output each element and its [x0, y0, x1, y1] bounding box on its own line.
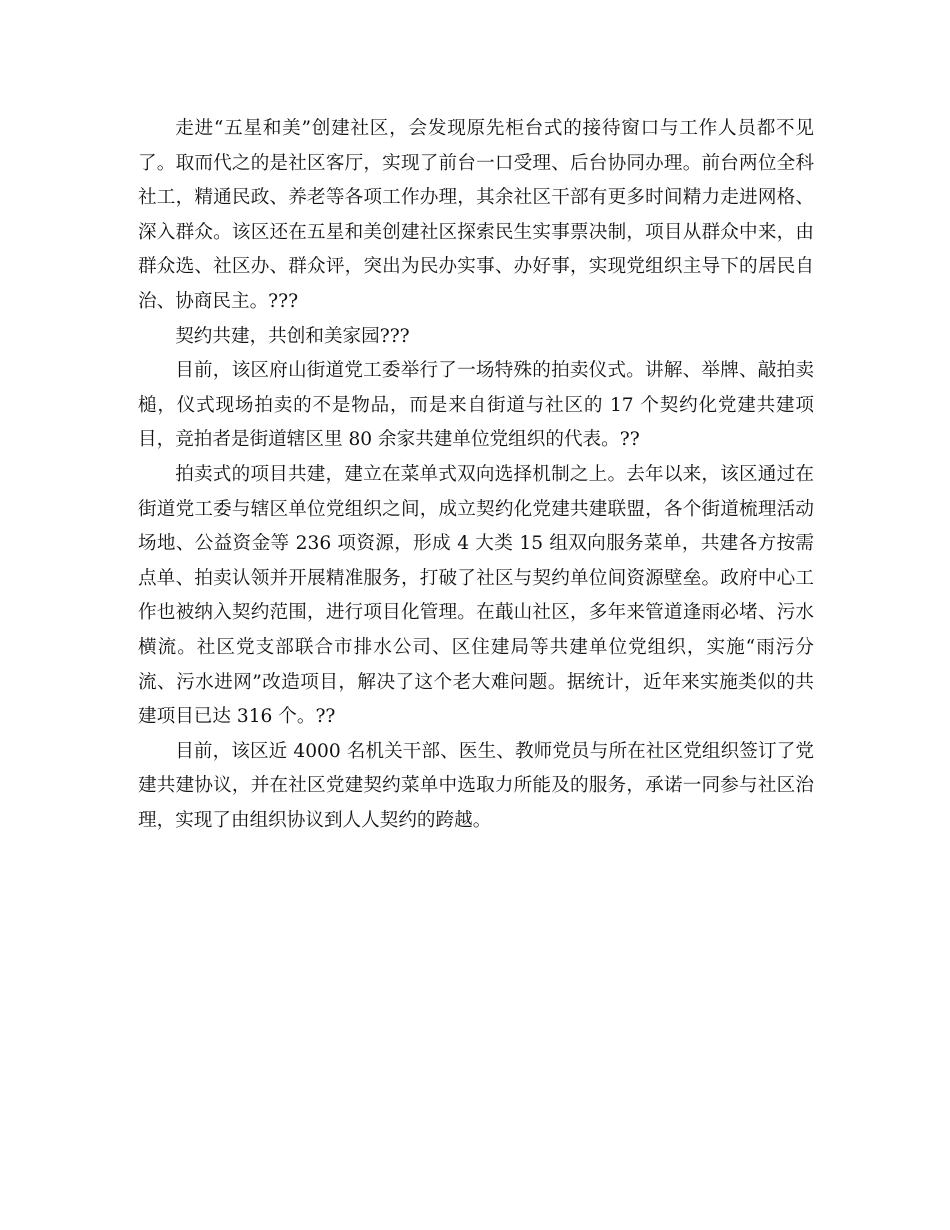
paragraph-community-reception: 走进“五星和美”创建社区，会发现原先柜台式的接待窗口与工作人员都不见了。取而代之的是社区客厅，实现了前台一口受理、后台协同办理。前台两位全科社工，精通民政、养老等各项工作办理，其余社区干部有更多时间精力走进网格、深入群众。该区还在五星和美创建社区探索民生实事票决制，项目从群众中来，由群众选、社区办、群众评，突出为民办实事、办好事，实现党组织主导下的居民自治、协商民主。???: [138, 118, 814, 312]
paragraph-auction-ceremony: 目前，该区府山街道党工委举行了一场特殊的拍卖仪式。讲解、举牌、敲拍卖槌，仪式现场拍卖的不是物品，而是来自街道与社区的 17 个契约化党建共建项目，竞拍者是街道辖区里 80 余家共建单位党组织的代表。??: [138, 360, 814, 451]
section-heading-contract-cobuild: 契约共建，共创和美家园???: [175, 325, 410, 347]
paragraph-party-member-agreements: 目前，该区近 4000 名机关干部、医生、教师党员与所在社区党组织签订了党建共建协议，并在社区党建契约菜单中选取力所能及的服务，承诺一同参与社区治理，实现了由组织协议到人人契约的跨越。: [138, 740, 814, 831]
paragraph-menu-mechanism: 拍卖式的项目共建，建立在菜单式双向选择机制之上。去年以来，该区通过在街道党工委与辖区单位党组织之间，成立契约化党建共建联盟，各个街道梳理活动场地、公益资金等 236 项资源，形成 4 大类 15 组双向服务菜单，共建各方按需点单、拍卖认领并开展精准服务，打破了社区与契约单位间资源壁垒。政府中心工作也被纳入契约范围，进行项目化管理。在蕺山社区，多年来管道逢雨必堵、污水横流。社区党支部联合市排水公司、区住建局等共建单位党组织，实施“雨污分流、污水进网”改造项目，解决了这个老大难问题。据统计，近年来实施类似的共建项目已达 316 个。??: [138, 463, 814, 728]
article-body: [138, 112, 814, 838]
